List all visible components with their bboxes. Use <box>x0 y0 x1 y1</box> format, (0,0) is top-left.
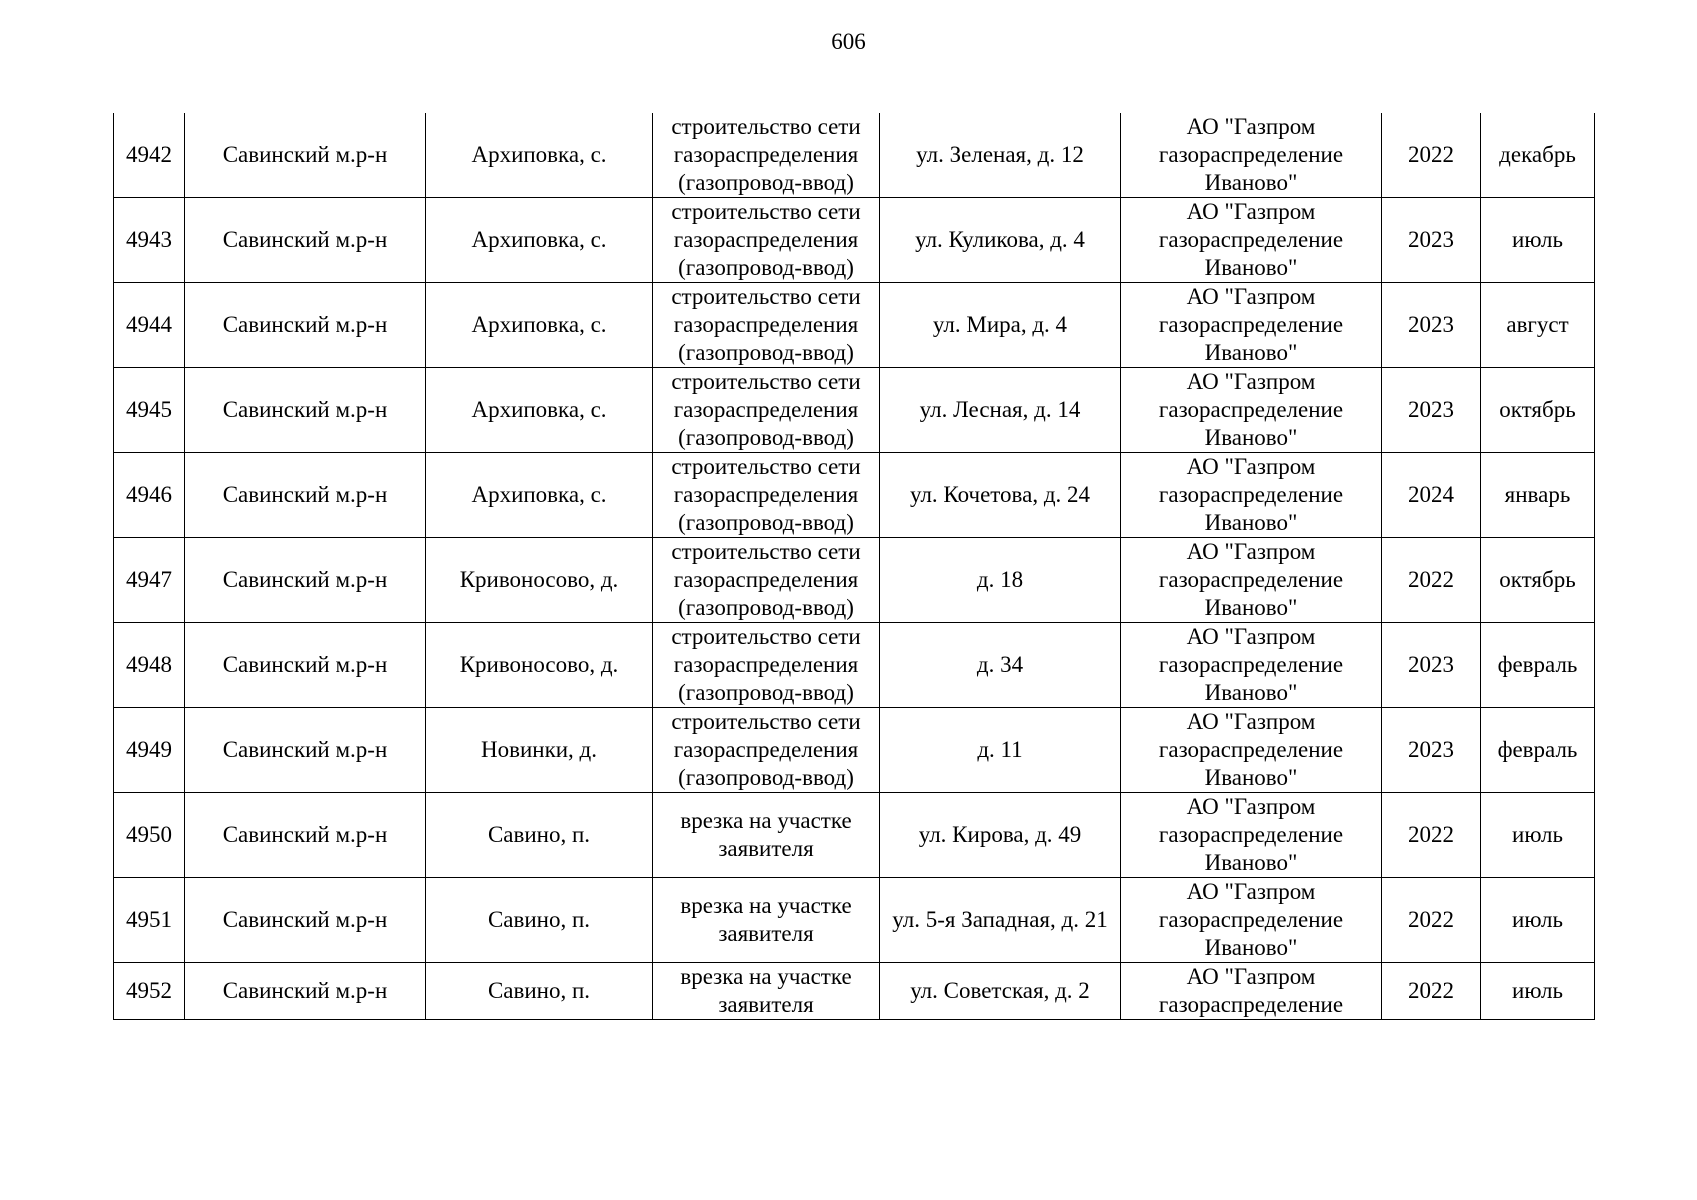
cell-work-type: строительство сети газораспределения (газопровод-ввод) <box>653 283 880 368</box>
table-row <box>114 793 1595 878</box>
cell-month: июль <box>1481 793 1595 878</box>
cell-locality: Архиповка, с. <box>426 453 653 538</box>
cell-work-type: врезка на участке заявителя <box>653 878 880 963</box>
cell-number: 4952 <box>114 963 185 1020</box>
cell-organization: АО "Газпром газораспределение Иваново" <box>1121 538 1382 623</box>
cell-district: Савинский м.р-н <box>185 368 426 453</box>
cell-number: 4950 <box>114 793 185 878</box>
cell-month: июль <box>1481 198 1595 283</box>
cell-year: 2022 <box>1382 878 1481 963</box>
cell-district: Савинский м.р-н <box>185 538 426 623</box>
cell-number: 4944 <box>114 283 185 368</box>
cell-organization: АО "Газпром газораспределение Иваново" <box>1121 283 1382 368</box>
cell-address: ул. Кирова, д. 49 <box>880 793 1121 878</box>
cell-locality: Архиповка, с. <box>426 113 653 198</box>
cell-address: ул. Лесная, д. 14 <box>880 368 1121 453</box>
cell-district: Савинский м.р-н <box>185 708 426 793</box>
cell-locality: Новинки, д. <box>426 708 653 793</box>
cell-number: 4943 <box>114 198 185 283</box>
cell-month: август <box>1481 283 1595 368</box>
cell-district: Савинский м.р-н <box>185 623 426 708</box>
cell-month: февраль <box>1481 708 1595 793</box>
cell-month: январь <box>1481 453 1595 538</box>
cell-organization: АО "Газпром газораспределение Иваново" <box>1121 453 1382 538</box>
cell-address: ул. Мира, д. 4 <box>880 283 1121 368</box>
cell-district: Савинский м.р-н <box>185 963 426 1020</box>
cell-month: июль <box>1481 878 1595 963</box>
cell-year: 2023 <box>1382 198 1481 283</box>
cell-locality: Савино, п. <box>426 963 653 1020</box>
cell-year: 2022 <box>1382 538 1481 623</box>
cell-month: февраль <box>1481 623 1595 708</box>
cell-address: ул. Куликова, д. 4 <box>880 198 1121 283</box>
table-row <box>114 623 1595 708</box>
cell-month: октябрь <box>1481 538 1595 623</box>
cell-district: Савинский м.р-н <box>185 198 426 283</box>
cell-month: июль <box>1481 963 1595 1020</box>
cell-locality: Кривоносово, д. <box>426 538 653 623</box>
cell-organization: АО "Газпром газораспределение Иваново" <box>1121 113 1382 198</box>
cell-organization <box>1121 963 1382 1020</box>
table-row <box>114 368 1595 453</box>
cell-organization-text: АО "Газпром газораспределение <box>1158 964 1344 1017</box>
cell-locality: Савино, п. <box>426 878 653 963</box>
cell-number: 4951 <box>114 878 185 963</box>
table-row <box>114 963 1595 1020</box>
cell-year: 2023 <box>1382 368 1481 453</box>
cell-locality: Архиповка, с. <box>426 198 653 283</box>
gasification-table <box>113 113 1595 1020</box>
cell-number: 4949 <box>114 708 185 793</box>
cell-work-type-text: врезка на участке заявителя <box>680 964 852 1017</box>
cell-address: ул. 5-я Западная, д. 21 <box>880 878 1121 963</box>
cell-address: д. 18 <box>880 538 1121 623</box>
cell-work-type: строительство сети газораспределения (газопровод-ввод) <box>653 623 880 708</box>
cell-year: 2023 <box>1382 623 1481 708</box>
cell-organization: АО "Газпром газораспределение Иваново" <box>1121 878 1382 963</box>
cell-organization: АО "Газпром газораспределение Иваново" <box>1121 623 1382 708</box>
cell-number: 4947 <box>114 538 185 623</box>
cell-district: Савинский м.р-н <box>185 878 426 963</box>
cell-year: 2023 <box>1382 283 1481 368</box>
cell-address: ул. Кочетова, д. 24 <box>880 453 1121 538</box>
cell-year: 2022 <box>1382 793 1481 878</box>
cell-number: 4945 <box>114 368 185 453</box>
table-row <box>114 113 1595 198</box>
cell-work-type: строительство сети газораспределения (газопровод-ввод) <box>653 368 880 453</box>
table-row <box>114 708 1595 793</box>
cell-work-type: строительство сети газораспределения (газопровод-ввод) <box>653 538 880 623</box>
cell-address: ул. Зеленая, д. 12 <box>880 113 1121 198</box>
cell-work-type: строительство сети газораспределения (газопровод-ввод) <box>653 198 880 283</box>
cell-number: 4946 <box>114 453 185 538</box>
table-row <box>114 878 1595 963</box>
cell-work-type: строительство сети газораспределения (газопровод-ввод) <box>653 453 880 538</box>
cell-district: Савинский м.р-н <box>185 793 426 878</box>
cell-address: д. 11 <box>880 708 1121 793</box>
table-row <box>114 198 1595 283</box>
cell-work-type: строительство сети газораспределения (газопровод-ввод) <box>653 708 880 793</box>
cell-address: ул. Советская, д. 2 <box>880 963 1121 1020</box>
cell-number: 4948 <box>114 623 185 708</box>
cell-organization: АО "Газпром газораспределение Иваново" <box>1121 793 1382 878</box>
cell-year: 2022 <box>1382 113 1481 198</box>
cell-organization: АО "Газпром газораспределение Иваново" <box>1121 368 1382 453</box>
cell-month: декабрь <box>1481 113 1595 198</box>
gasification-table-wrap <box>113 113 1595 1020</box>
page-number: 606 <box>831 29 866 54</box>
cell-locality: Архиповка, с. <box>426 283 653 368</box>
cell-work-type <box>653 963 880 1020</box>
cell-organization: АО "Газпром газораспределение Иваново" <box>1121 198 1382 283</box>
cell-organization: АО "Газпром газораспределение Иваново" <box>1121 708 1382 793</box>
cell-work-type: строительство сети газораспределения (газопровод-ввод) <box>653 113 880 198</box>
table-row <box>114 283 1595 368</box>
cell-address: д. 34 <box>880 623 1121 708</box>
cell-year: 2024 <box>1382 453 1481 538</box>
cell-locality: Архиповка, с. <box>426 368 653 453</box>
table-row <box>114 538 1595 623</box>
table-row <box>114 453 1595 538</box>
cell-district: Савинский м.р-н <box>185 453 426 538</box>
cell-month: октябрь <box>1481 368 1595 453</box>
cell-work-type: врезка на участке заявителя <box>653 793 880 878</box>
cell-year: 2023 <box>1382 708 1481 793</box>
cell-locality: Савино, п. <box>426 793 653 878</box>
cell-number: 4942 <box>114 113 185 198</box>
cell-locality: Кривоносово, д. <box>426 623 653 708</box>
cell-year: 2022 <box>1382 963 1481 1020</box>
cell-district: Савинский м.р-н <box>185 283 426 368</box>
cell-district: Савинский м.р-н <box>185 113 426 198</box>
